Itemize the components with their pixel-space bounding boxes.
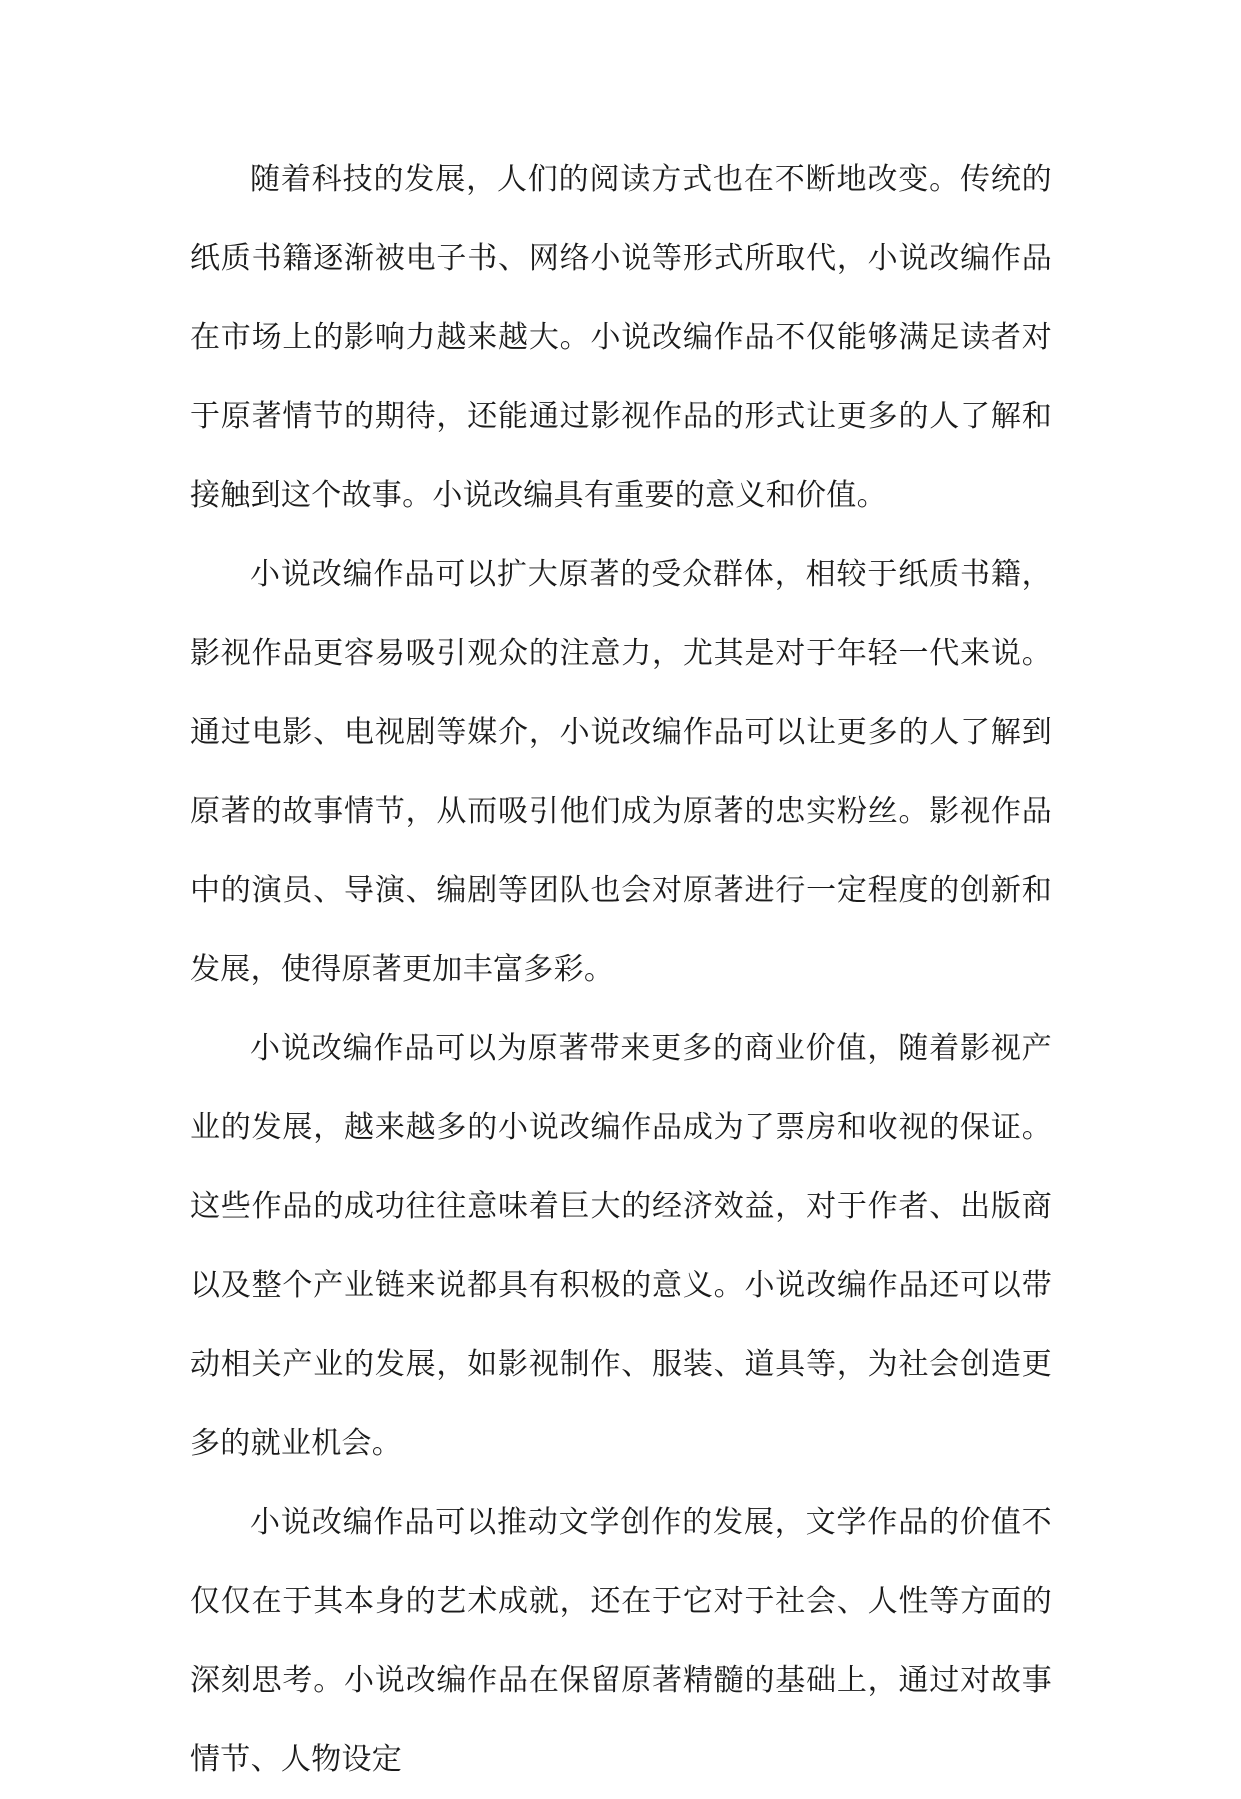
paragraph-2: 小说改编作品可以扩大原著的受众群体，相较于纸质书籍，影视作品更容易吸引观众的注意力，尤其是对于年轻一代来说。通过电影、电视剧等媒介，小说改编作品可以让更多的人了解到原著的故事情节，从而吸引他们成为原著的忠实粉丝。影视作品中的演员、导演、编剧等团队也会对原著进行一定程度的创新和发展，使得原著更加丰富多彩。 [190, 557, 1052, 987]
paragraph-1: 随着科技的发展，人们的阅读方式也在不断地改变。传统的纸质书籍逐渐被电子书、网络小说等形式所取代，小说改编作品在市场上的影响力越来越大。小说改编作品不仅能够满足读者对于原著情节的期待，还能通过影视作品的形式让更多的人了解和接触到这个故事。小说改编具有重要的意义和价值。 [190, 162, 1052, 513]
document-body [190, 140, 1052, 1799]
paragraph-4: 小说改编作品可以推动文学创作的发展，文学作品的价值不仅仅在于其本身的艺术成就，还在于它对于社会、人性等方面的深刻思考。小说改编作品在保留原著精髓的基础上，通过对故事情节、人物设定 [190, 1505, 1052, 1777]
paragraph-3: 小说改编作品可以为原著带来更多的商业价值，随着影视产业的发展，越来越多的小说改编作品成为了票房和收视的保证。这些作品的成功往往意味着巨大的经济效益，对于作者、出版商以及整个产业链来说都具有积极的意义。小说改编作品还可以带动相关产业的发展，如影视制作、服装、道具等，为社会创造更多的就业机会。 [190, 1031, 1052, 1461]
